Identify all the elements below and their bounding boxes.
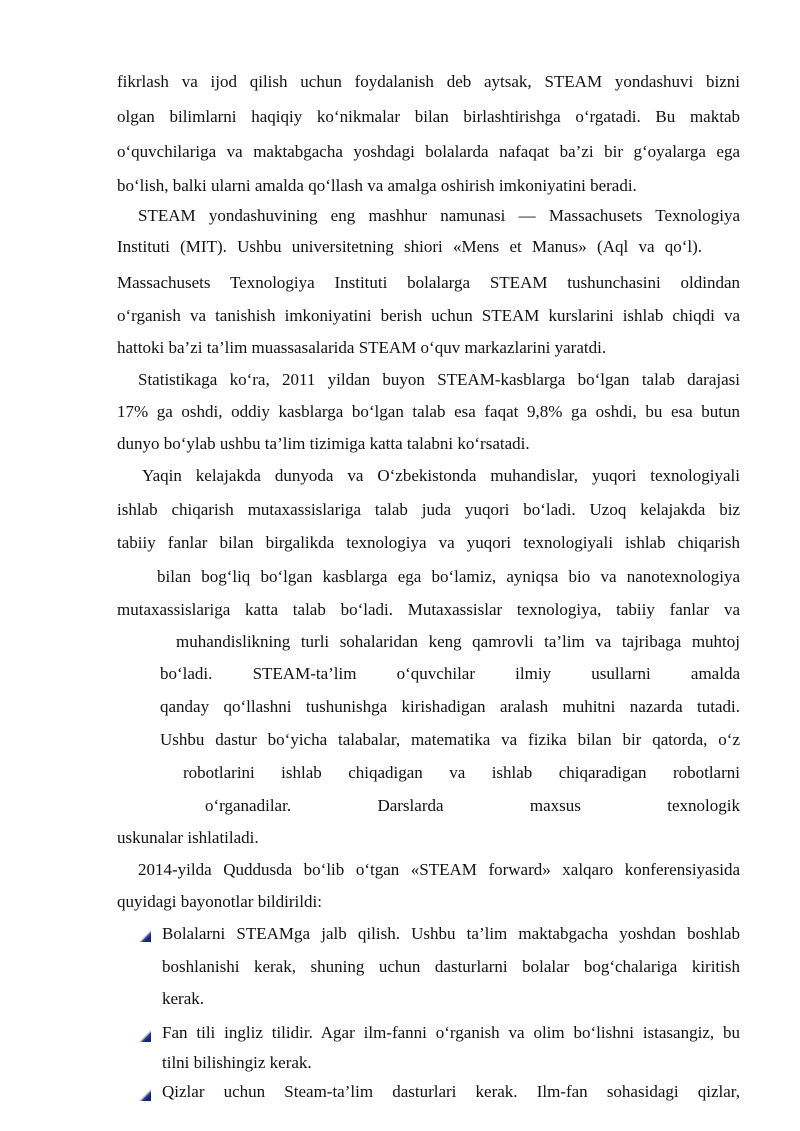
arrow-bullet-icon	[138, 929, 152, 943]
arrow-bullet-icon	[138, 1029, 152, 1043]
text-line: Yaqin kelajakda dunyoda va O‘zbekistonda muhandislar, yuqori texnologiyali	[142, 466, 740, 485]
text-line: Ushbu dastur bo‘yicha talabalar, matematika va fizika bilan bir qatorda, o‘z	[160, 730, 740, 749]
arrow-bullet-icon	[138, 1088, 152, 1102]
text-line: ishlab chiqarish mutaxassislariga talab juda yuqori bo‘ladi. Uzoq kelajakda biz	[117, 500, 740, 519]
text-line: uskunalar ishlatiladi.	[117, 828, 259, 847]
bullet-line: Qizlar uchun Steam-ta’lim dasturlari kerak. Ilm-fan sohasidagi qizlar,	[162, 1082, 740, 1101]
text-line: Massachusets Texnologiya Instituti bolalarga STEAM tushunchasini oldindan	[117, 273, 740, 292]
bullet-line: kerak.	[162, 989, 205, 1008]
text-line: qanday qo‘llashni tushunishga kirishadigan aralash muhitni nazarda tutadi.	[160, 697, 740, 716]
text-line: STEAM yondashuvining eng mashhur namunasi — Massachusets Texnologiya	[138, 206, 740, 225]
text-line: o‘rganish va tanishish imkoniyatini berish uchun STEAM kurslarini ishlab chiqdi va	[117, 306, 740, 325]
bullet-line: tilni bilishingiz kerak.	[162, 1053, 312, 1072]
text-line: quyidagi bayonotlar bildirildi:	[117, 892, 322, 911]
bullet-line: boshlanishi kerak, shuning uchun dasturlarni bolalar bog‘chalariga kiritish	[162, 957, 740, 976]
text-line: bo‘ladi. STEAM-ta’lim o‘quvchilar ilmiy usullarni amalda	[160, 664, 740, 683]
text-line: 17% ga oshdi, oddiy kasblarga bo‘lgan talab esa faqat 9,8% ga oshdi, bu esa butun	[117, 402, 740, 421]
bullet-line: Fan tili ingliz tilidir. Agar ilm-fanni o‘rganish va olim bo‘lishni istasangiz, bu	[162, 1023, 740, 1042]
text-line: robotlarini ishlab chiqadigan va ishlab chiqaradigan robotlarni	[183, 763, 740, 782]
text-line: Instituti (MIT). Ushbu universitetning shiori «Mens et Manus» (Aql va qo‘l).	[117, 237, 703, 256]
text-line: fikrlash va ijod qilish uchun foydalanish deb aytsak, STEAM yondashuvi bizni	[117, 72, 740, 91]
text-line: hattoki ba’zi ta’lim muassasalarida STEAM o‘quv markazlarini yaratdi.	[117, 338, 607, 357]
text-line: mutaxassislariga katta talab bo‘ladi. Mutaxassislar texnologiya, tabiiy fanlar va	[117, 600, 740, 619]
text-line: tabiiy fanlar bilan birgalikda texnologiya va yuqori texnologiyali ishlab chiqarish	[117, 533, 740, 552]
text-line: olgan bilimlarni haqiqiy ko‘nikmalar bilan birlashtirishga o‘rgatadi. Bu maktab	[117, 107, 740, 126]
text-line: o‘quvchilariga va maktabgacha yoshdagi bolalarda nafaqat ba’zi bir g‘oyalarga ega	[117, 142, 740, 161]
text-line: Statistikaga ko‘ra, 2011 yildan buyon STEAM-kasblarga bo‘lgan talab darajasi	[138, 370, 740, 389]
text-line: 2014-yilda Quddusda bo‘lib o‘tgan «STEAM forward» xalqaro konferensiyasida	[138, 860, 740, 879]
text-line: muhandislikning turli sohalaridan keng qamrovli ta’lim va tajribaga muhtoj	[176, 632, 740, 651]
text-line: bilan bog‘liq bo‘lgan kasblarga ega bo‘lamiz, ayniqsa bio va nanotexnologiya	[157, 567, 740, 586]
text-line: bo‘lish, balki ularni amalda qo‘llash va amalga oshirish imkoniyatini beradi.	[117, 176, 637, 195]
text-line: o‘rganadilar. Darslarda maxsus texnologik	[205, 796, 740, 815]
bullet-line: Bolalarni STEAMga jalb qilish. Ushbu ta’lim maktabgacha yoshdan boshlab	[162, 924, 740, 943]
text-line: dunyo bo‘ylab ushbu ta’lim tizimiga katta talabni ko‘rsatadi.	[117, 434, 530, 453]
